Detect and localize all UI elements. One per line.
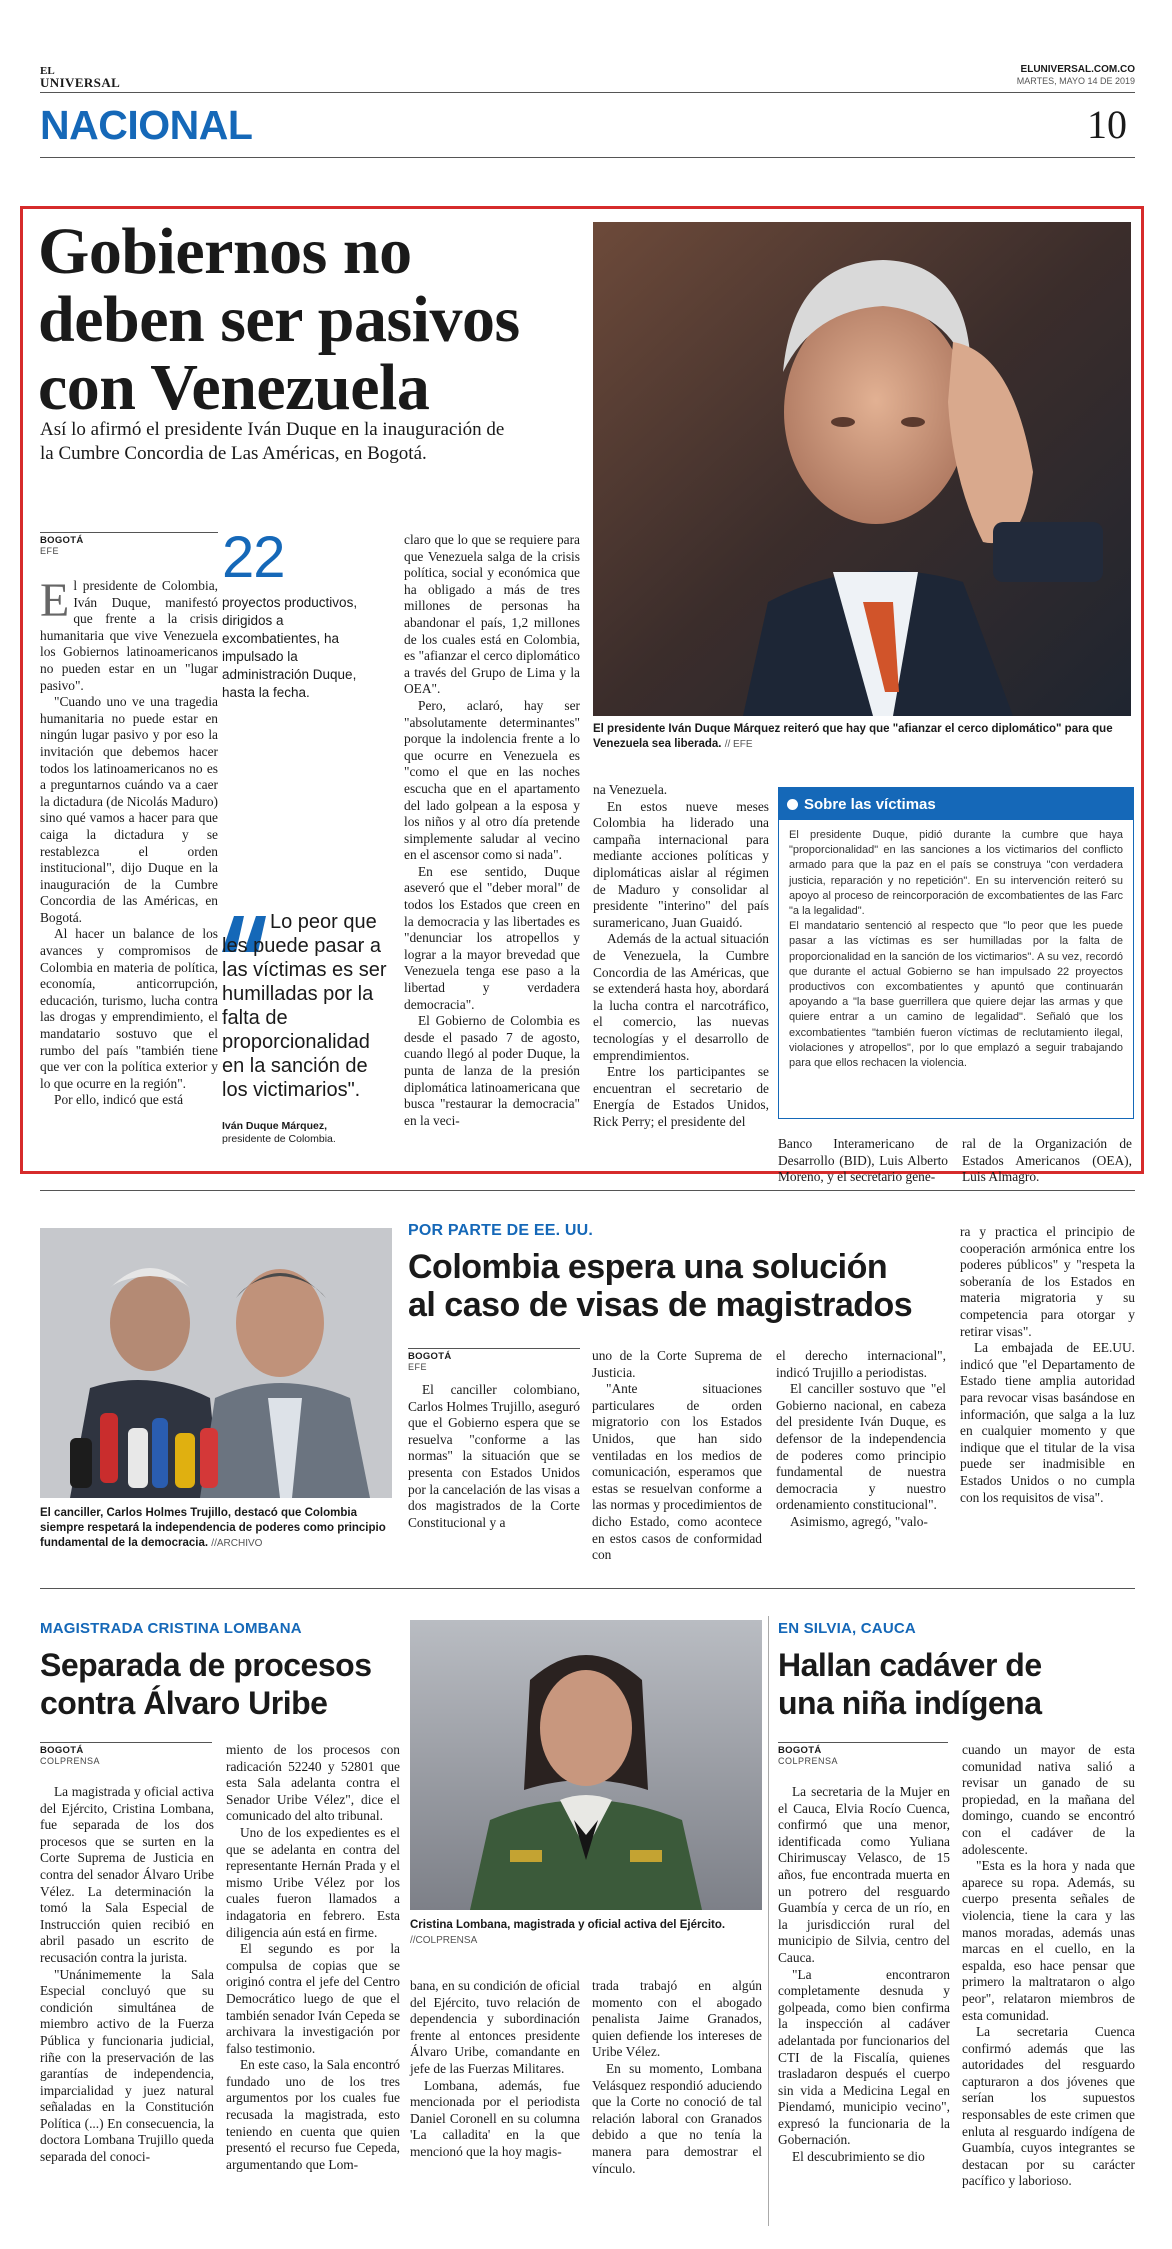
caption-text: Cristina Lombana, magistrada y oficial activa del Ejército. — [410, 1919, 726, 1931]
site-url: ELUNIVERSAL.COM.CO — [1020, 64, 1135, 75]
bullet-icon — [787, 799, 798, 810]
paragraph: La magistrada y oficial activa del Ejército, Cristina Lombana, fue separada de los dos procesos que se surten en la Corte Suprema de Justicia en contra del senador Álvaro Uribe Vélez. La determinación la tomó la Sala Especial de Instrucción quien recibió en abril pasado un escrito de recusación contra la jurista. — [40, 1784, 214, 1965]
headline-line: al caso de visas de magistrados — [408, 1286, 913, 1324]
story2-col-4 — [960, 1224, 1135, 1506]
story3-caption — [410, 1918, 762, 1948]
sidebar-title: Sobre las víctimas — [804, 795, 936, 813]
main-deck — [40, 418, 600, 466]
headline-line: Colombia espera una solución — [408, 1248, 888, 1286]
paragraph: uno de la Corte Suprema de Justicia. — [592, 1348, 762, 1380]
main-col-5 — [778, 1136, 948, 1186]
sidebar-body — [779, 820, 1133, 1079]
section-title: NACIONAL — [40, 102, 253, 148]
story3-byline — [40, 1742, 212, 1767]
masthead — [40, 64, 1135, 164]
story3-col-4 — [592, 1978, 762, 2177]
magistrate-photo — [410, 1620, 762, 1910]
story4-headline — [778, 1646, 1138, 1722]
sidebar-box — [778, 787, 1134, 1119]
headline-line: con Venezuela — [38, 351, 430, 424]
agency: EFE — [408, 1362, 428, 1372]
paragraph: Al hacer un balance de los avances y compromisos de Colombia en materia de política, economía, anticorrupción, educación, turismo, lucha contra las drogas y emprendimiento, el mandatario sostuvo que el rumbo del país "también tiene que ver con la política exterior y lo que ocurre en la región". — [40, 926, 218, 1091]
photo-credit: // EFE — [724, 739, 753, 750]
sidebar-paragraph: El presidente Duque, pidió durante la cumbre que haya "proporcionalidad" en las sanciones a los victimarios del conflicto armado para que la paz en el país se construya "con verdadera justicia, reparación y no repetición". En su intervención reiteró su apoyo al proceso de reincorporación de excombatientes de las Farc "a la legalidad". — [789, 829, 1123, 918]
column-rule — [768, 1616, 769, 2226]
paragraph: La embajada de EE.UU. indicó que "el Departamento de Estado tiene amplia autoridad para revocar visas basándose en información, que salga a la luz en cualquier momento y que indique que el titular de la visa puede ser inadmisible en Estados Unidos o no cumpla con los requisitos de visa". — [960, 1340, 1135, 1505]
logo-line2: UNIVERSAL — [40, 75, 121, 90]
paragraph: En este caso, la Sala encontró fundado uno de los tres argumentos por los cuales fue recusada la magistrada, esto teniendo en cuenta que quien presentó el recurso fue Cepeda, argumentando que Lom- — [226, 2057, 400, 2172]
paragraph: "Esta es la hora y nada que aparece su ropa. Además, su cuerpo presenta señales de violencia, tiene la cara y las manos moradas, además unas marcas en el cuello, en la espalda, eso hace pensar que primero la maltrataron o algo peor", relataron miembros de esta comunidad. — [962, 1858, 1135, 2023]
paragraph: "Cuando uno ve una tragedia humanitaria no puede estar en ningún lugar pasivo y por eso la invitación que debemos hacer todos los latinoamericanos no es a preguntarnos cuándo va a caer la dictadura (de Nicolás Maduro) sino qué vamos a hacer para que caiga la dictadura y se restablezca el orden institucional", dijo Duque en la inauguración de la Cumbre Concordia de las Américas, en Bogotá. — [40, 694, 218, 925]
story2-caption — [40, 1506, 392, 1551]
deck-line: Así lo afirmó el presidente Iván Duque en la inauguración de — [40, 419, 505, 440]
dateline: BOGOTÁ — [778, 1742, 948, 1756]
issue-date: MARTES, MAYO 14 DE 2019 — [1016, 76, 1135, 86]
main-photo-caption — [593, 722, 1131, 752]
paragraph: El descubrimiento se dio — [792, 2149, 925, 2165]
stat-number: 22 — [222, 525, 285, 590]
caption-text: El canciller, Carlos Holmes Trujillo, destacó que Colombia siempre respetará la independencia de poderes como principio fundamental de la democracia. — [40, 1507, 386, 1549]
paragraph: El canciller colombiano, Carlos Holmes Trujillo, aseguró que el Gobierno espera que se resuelva "conforme a las normas" la situación que se presenta con Estados Unidos por la cancelación de las visas a dos magistrados de la Corte Constitucional y a — [408, 1382, 580, 1530]
headline-line: deben ser pasivos — [38, 283, 520, 356]
story2-photo — [40, 1228, 392, 1498]
caption-text: El presidente Iván Duque Márquez reiteró que hay que "afianzar el cerco diplomático" para que Venezuela sea liberada. — [593, 723, 1113, 750]
paragraph: claro que lo que se requiere para que Venezuela salga de la crisis política, social y económica que ha obligado a más de tres millones de personas ha abandonar el país, 1,2 millones de los cuales está en Colombia, es "afianzar el cerco diplomático a través del Grupo de Lima y la OEA". — [404, 532, 580, 697]
story3-col-1 — [40, 1784, 214, 2166]
president-photo — [593, 222, 1131, 716]
quote-author — [222, 1120, 390, 1146]
paragraph: ra y practica el principio de cooperación armónica entre los poderes públicos" y "respeta la soberanía de los Estados en materia migratoria y su competencia para otorgar y retirar visas". — [960, 1224, 1135, 1339]
photo-credit: //ARCHIVO — [211, 1538, 263, 1549]
paragraph: "La encontraron completamente desnuda y golpeada, como bien confirma la inspección al cadáver adelantada por funcionarios del CTI de la Fiscalía, quienes trasladaron después el cuerpo sin vida a Medicina Legal en Piendamó, municipio vecino", expresó la funcionaria de la Gobernación. — [778, 1966, 950, 2148]
paragraph: el derecho internacional", indicó Trujillo a periodistas. — [776, 1348, 946, 1380]
main-photo — [593, 222, 1131, 716]
story2-kicker: POR PARTE DE EE. UU. — [408, 1222, 594, 1239]
sidebar-paragraph: El mandatario sentenció al respecto que "lo peor que les puede pasar a las víctimas es ser humilladas por la falta de proporcionalidad en la sanción de los victimarios". A su vez, recordó que durante el actual Gobierno se han impulsado 22 proyectos productivos con excombatientes y apuntó que continuarán apoyando a "la base guerrillera que quiere dejar las armas y que quiere entrar a un camino de legalidad". Señaló que los excombatientes "también fueron víctimas de reclutamiento ilegal, violaciones y atropellos", por lo que emplazó a seguir trabajando para que ellos rechacen la violencia. — [789, 920, 1123, 1070]
story4-col-1 — [778, 1784, 950, 2166]
story4-kicker: EN SILVIA, CAUCA — [778, 1620, 916, 1637]
paragraph: "Unánimemente la Sala Especial concluyó que su condición simultánea de miembro activo de la Fuerza Pública y funcionaria judicial, riñe con la preservación de las garantías de independencia, imparcialidad y juez natural señaladas en la Constitución Política (...) En consecuencia, la doctora Lombana Trujillo queda separada del conoci- — [40, 1966, 214, 2165]
paragraph: "Ante situaciones particulares de orden migratorio con los Estados Unidos, que han sido ventiladas en los medios de comunicación, esperamos que estas se resuelvan conforme a las normas y procedimientos de dicho Estado, como acontece en estos casos de conformidad con — [592, 1381, 762, 1563]
paragraph: La secretaria Cuenca confirmó además que las autoridades del resguardo capturaron a dos jóvenes que serían los supuestos responsables de este crimen que enluta al resguardo indígena de Guambía, cuyos integrantes se destacan por su carácter pacífico y laborioso. — [962, 2024, 1135, 2189]
paragraph: La secretaria de la Mujer en el Cauca, Elvia Rocío Cuenca, confirmó que una menor, identificada como Yuliana Chirimuscay Velasco, de 15 años, fue encontrada muerta en un potrero del resguardo Guambía y cerca de un río, en la jurisdicción rural del municipio de Silvia, centro del Cauca. — [778, 1784, 950, 1965]
story2-col-2 — [592, 1348, 762, 1564]
paragraph: El presidente de Colombia, Iván Duque, manifestó que frente a la crisis humanitaria que vive Venezuela los Gobiernos latinoamericanos no pueden estar en un "lugar pasivo". — [40, 574, 218, 693]
foreign-minister-photo — [40, 1228, 392, 1498]
headline-line: contra Álvaro Uribe — [40, 1685, 328, 1721]
main-byline — [40, 532, 218, 557]
story2-byline — [408, 1348, 580, 1373]
newspaper-logo — [40, 66, 120, 88]
sidebar-header — [779, 788, 1133, 820]
paragraph: Pero, aclaró, hay ser "absolutamente determinantes" porque la indolencia frente a lo que ocurre en Venezuela es "como el que en las noches escucha que en el apartamento del lado golpean a la esposa y los niños y al otro día pretende simplemente saludar al vecino en el ascensor como si nada". — [404, 697, 580, 863]
main-col-4 — [593, 782, 769, 1130]
deck-line: la Cumbre Concordia de Las Américas, en Bogotá. — [40, 443, 427, 464]
quote-author-role: presidente de Colombia. — [222, 1133, 336, 1145]
paragraph: na Venezuela. — [593, 782, 668, 797]
paragraph: El canciller sostuvo que "el Gobierno nacional, en cabeza del presidente Iván Duque, es defensor de la independencia de poderes como principio fundamental de nuestra democracia y nuestro ordenamiento constitucional". — [776, 1381, 946, 1513]
agency: COLPRENSA — [778, 1756, 839, 1766]
dateline: BOGOTÁ — [40, 532, 218, 546]
headline-line: Hallan cadáver de — [778, 1647, 1042, 1683]
dateline: BOGOTÁ — [40, 1742, 212, 1756]
paragraph: Por ello, indicó que está — [54, 1092, 184, 1108]
headline-line: Gobiernos no — [38, 215, 412, 288]
pull-quote: Lo peor que les puede pasar a las víctimas es ser humilladas por la falta de proporcionalidad en la sanción de los victimarios". — [222, 911, 387, 1101]
headline-line: Separada de procesos — [40, 1647, 372, 1683]
story3-headline — [40, 1646, 410, 1722]
logo-line1: EL — [40, 65, 55, 77]
story3-kicker: MAGISTRADA CRISTINA LOMBANA — [40, 1620, 302, 1637]
stat-text: proyectos productivos, dirigidos a excombatientes, ha impulsado la administración Duque, hasta la fecha. — [222, 595, 358, 700]
paragraph: ral de la Organización de Estados Americanos (OEA), Luis Almagro. — [962, 1136, 1132, 1185]
quote-author-name: Iván Duque Márquez, — [222, 1120, 328, 1132]
paragraph: En ese sentido, Duque aseveró que el "deber moral" de todos los Estados que creen en la democracia y las libertades es "denunciar los atropellos y lograr a la mayor brevedad que Venezuela tenga ese paso a la libertad y verdadera democracia". — [404, 863, 580, 1012]
drop-cap: E — [40, 574, 70, 627]
agency: COLPRENSA — [40, 1756, 101, 1766]
paragraph: Entre los participantes se encuentran el secretario de Energía de Estados Unidos, Rick Perry; el presidente del — [593, 1064, 769, 1129]
headline-line: una niña indígena — [778, 1685, 1042, 1721]
masthead-rule — [40, 92, 1135, 93]
paragraph: Lombana, además, fue mencionada por el periodista Daniel Coronell en su columna 'La calladita' en la que mencionó que la hoy magis- — [410, 2077, 580, 2159]
story3-photo — [410, 1620, 762, 1910]
paragraph: El segundo es por la compulsa de copias que se originó contra el jefe del Centro Democrático luego de que el también senador Iván Cepeda se archivara la investigación por falso testimonio. — [226, 1941, 400, 2056]
section-divider — [40, 1588, 1135, 1589]
story2-col-3 — [776, 1348, 946, 1531]
paragraph: Banco Interamericano de Desarrollo (BID), Luis Alberto Moreno, y el secretario gene- — [778, 1136, 948, 1185]
story3-col-2 — [226, 1742, 400, 2173]
photo-credit: //COLPRENSA — [410, 1935, 478, 1946]
paragraph: Asimismo, agregó, "valo- — [790, 1513, 928, 1529]
paragraph: Además de la actual situación de Venezuela, la Cumbre Concordia de las Américas, que se extenderá hasta hoy, abordará la lucha contra el narcotráfico, el comercio, las nuevas tecnologías y el desarrollo de emprendimientos. — [593, 931, 769, 1063]
paragraph: bana, en su condición de oficial del Ejército, tuvo relación de dependencia y subordinación frente al entonces presidente Álvaro Uribe, comandante en jefe de las Fuerzas Militares. — [410, 1978, 580, 2076]
paragraph: En su momento, Lombana Velásquez respondió aduciendo que la Corte no conoció de tal relación laboral con Granados debido a que no tenía la manera para demostrar el vínculo. — [592, 2060, 762, 2176]
paragraph: En estos nueve meses Colombia ha liderado una campaña internacional para mediante acciones políticas y diplomáticas aislar al régimen de Maduro y consolidar al presidente "interino" del país suramericano, Juan Guaidó. — [593, 798, 769, 930]
story2-col-1 — [408, 1382, 580, 1531]
story4-col-2 — [962, 1742, 1135, 2190]
main-headline — [38, 215, 598, 424]
story2-headline — [408, 1248, 928, 1324]
main-col-6 — [962, 1136, 1132, 1186]
paragraph: miento de los procesos con radicación 52240 y 52801 que esta Sala adelanta contra el Senador Uribe Vélez", dice el comunicado del alto tribunal. — [226, 1742, 400, 1824]
section-rule — [40, 157, 1135, 158]
story3-col-3 — [410, 1978, 580, 2161]
dateline: BOGOTÁ — [408, 1348, 580, 1362]
paragraph: cuando un mayor de esta comunidad nativa salió a revisar un ganado de su propiedad, en la mañana del domingo, cuando se encontró con el cadáver de la adolescente. — [962, 1742, 1135, 1857]
main-col-3 — [404, 532, 580, 1129]
main-col-1 — [40, 574, 218, 1109]
paragraph: El Gobierno de Colombia es desde el pasado 7 de agosto, cuando llegó al poder Duque, la punta de lanza de la presión diplomática latinoamericana que busca "restaurar la democracia" en la veci- — [404, 1013, 580, 1128]
agency: EFE — [40, 546, 60, 556]
story4-byline — [778, 1742, 948, 1767]
page-number: 10 — [1087, 102, 1127, 147]
paragraph: Uno de los expedientes es el que se adelanta en contra del representante Hernán Prada y el mismo Uribe Vélez por los cuales fueron llamados a indagatoria en febrero. Esta diligencia aún está en firme. — [226, 1824, 400, 1940]
paragraph: trada trabajó en algún momento con el abogado penalista Jaime Granados, quien defiende los intereses de Uribe Vélez. — [592, 1978, 762, 2060]
section-divider — [40, 1190, 1135, 1191]
